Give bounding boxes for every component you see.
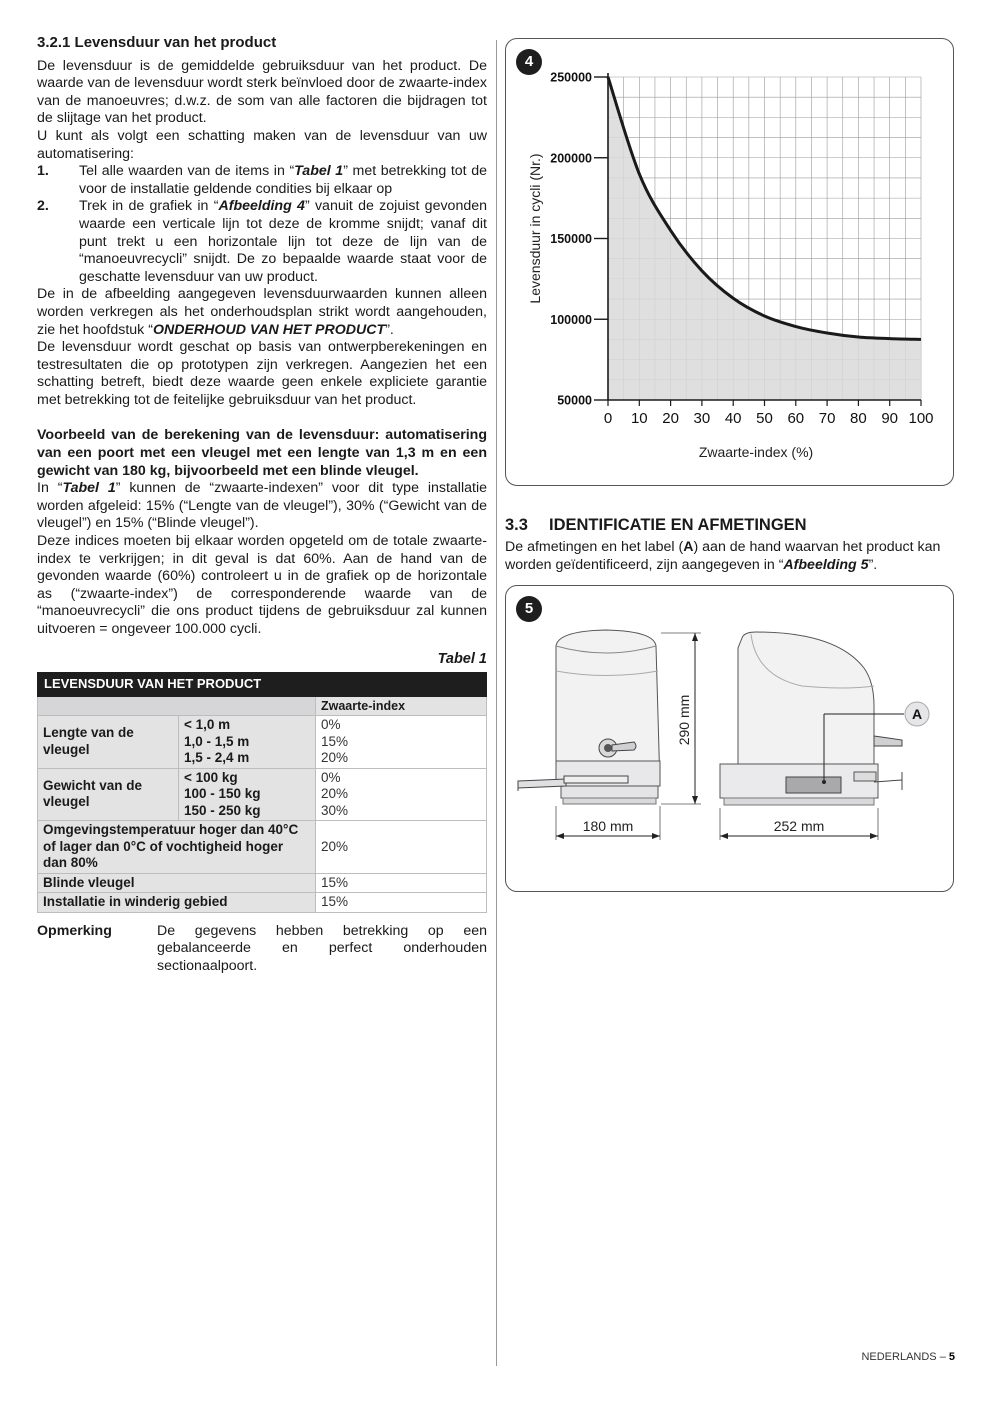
example-paragraph-1: In “Tabel 1” kunnen de “zwaarte-indexen” voor dit type installatie worden afgeleid: 15% (“Lengte van de vleugel”), 30% (“Gewicht van de vleugel”) en 15% (“Blinde vleugel”). bbox=[37, 480, 487, 532]
row-values: 0% 15% 20% bbox=[316, 716, 487, 769]
height-dimension-label: 290 mm bbox=[676, 694, 692, 746]
figure-5-panel bbox=[505, 585, 954, 892]
table-header-blank bbox=[38, 696, 316, 716]
step-1 bbox=[37, 163, 487, 198]
row-label: Lengte van de vleugel bbox=[38, 716, 179, 769]
y-tick-label: 250000 bbox=[550, 70, 592, 85]
column-divider bbox=[496, 40, 497, 1366]
note-label: Opmerking bbox=[37, 922, 112, 939]
x-tick-label: 70 bbox=[818, 410, 836, 427]
step-number: 1. bbox=[37, 163, 49, 180]
figure-reference: Afbeelding 5 bbox=[783, 556, 869, 573]
chapter-reference: ONDERHOUD VAN HET PRODUCT bbox=[152, 321, 386, 338]
front-view bbox=[518, 630, 660, 804]
x-axis-label: Zwaarte-index (%) bbox=[698, 444, 814, 460]
dimensions-drawing bbox=[506, 586, 955, 891]
row-ranges: < 1,0 m 1,0 - 1,5 m 1,5 - 2,4 m bbox=[179, 716, 316, 769]
section-number: 3.3 bbox=[505, 516, 528, 534]
table-column-header: Zwaarte-index bbox=[316, 696, 487, 716]
y-axis-label: Levensduur in cycli (Nr.) bbox=[527, 153, 543, 304]
section-heading-3-2-1: 3.2.1 Levensduur van het product bbox=[37, 34, 277, 51]
x-tick-label: 20 bbox=[662, 410, 679, 427]
table-row bbox=[38, 873, 487, 893]
side-width-label: 252 mm bbox=[773, 818, 825, 835]
row-label: Gewicht van de vleugel bbox=[38, 768, 179, 821]
y-tick-label: 150000 bbox=[550, 232, 592, 246]
row-value: 15% bbox=[316, 893, 487, 913]
right-column bbox=[505, 38, 954, 892]
x-tick-label: 40 bbox=[724, 410, 742, 427]
row-label: Omgevingstemperatuur hoger dan 40°C of lager dan 0°C of vochtigheid hoger dan 80% bbox=[38, 821, 316, 874]
front-width-label: 180 mm bbox=[582, 818, 634, 835]
side-view bbox=[720, 632, 902, 805]
table-row bbox=[38, 716, 487, 769]
intro-paragraph: De levensduur is de gemiddelde gebruiksduur van het product. De waarde van de levensduur wordt sterk beïnvloed door de zwaarte-index van de manoeuvres; d.w.z. de som van alle factoren die bijdragen tot de slijtage van het product. bbox=[37, 57, 487, 127]
figure-4-panel bbox=[505, 38, 954, 486]
page-footer bbox=[861, 1351, 955, 1363]
label-a-callout: A bbox=[911, 706, 923, 723]
step-text: Trek in de grafiek in “Afbeelding 4” vanuit de zojuist gevonden waarde een verticale lijn tot deze de kromme snijdt; vanaf dit punt trekt u een horizontale lijn tot deze de lijn van de “manoeuvrecycli” snijdt. De zo bepaalde waarde staat voor de geschatte levensduur van uw product. bbox=[79, 198, 488, 285]
maintenance-paragraph: De in de afbeelding aangegeven levensduurwaarden kunnen alleen worden verkregen als het onderhoudsplan strikt wordt aangehouden, zie het hoofdstuk “ONDERHOUD VAN HET PRODUCT”. bbox=[37, 286, 487, 338]
example-heading: Voorbeeld van de berekening van de levensduur: automatisering van een poort met een vleugel met een lengte van 1,3 m en een gewicht van 180 kg, bijvoorbeeld met een blinde vleugel. bbox=[37, 427, 487, 479]
x-tick-label: 90 bbox=[881, 410, 899, 427]
x-tick-label: 10 bbox=[630, 410, 648, 427]
lifetime-chart bbox=[506, 39, 955, 485]
x-tick-label: 60 bbox=[787, 410, 805, 427]
left-column bbox=[37, 34, 487, 975]
lifetime-table bbox=[37, 672, 487, 913]
row-value: 20% bbox=[316, 821, 487, 874]
section-title: IDENTIFICATIE EN AFMETINGEN bbox=[549, 516, 807, 534]
note bbox=[37, 923, 487, 976]
y-tick-label: 50000 bbox=[557, 393, 592, 408]
x-tick-label: 50 bbox=[756, 410, 773, 427]
row-values: 0% 20% 30% bbox=[316, 768, 487, 821]
page-number: 5 bbox=[948, 1351, 955, 1363]
y-tick-label: 100000 bbox=[550, 312, 592, 327]
note-text: De gegevens hebben betrekking op een gebalanceerde en perfect onderhouden sectionaalpoort. bbox=[157, 922, 487, 974]
figure-badge: 4 bbox=[516, 49, 542, 75]
x-tick-label: 0 bbox=[603, 410, 613, 427]
table-caption: Tabel 1 bbox=[437, 650, 487, 667]
x-tick-label: 100 bbox=[908, 410, 934, 427]
table-reference: Tabel 1 bbox=[294, 163, 344, 180]
step-number: 2. bbox=[37, 198, 49, 215]
table-title: LEVENSDUUR VAN HET PRODUCT bbox=[38, 673, 487, 697]
section-3-3-paragraph: De afmetingen en het label (A) aan de hand waarvan het product kan worden geïdentificeerd, zijn aangegeven in “Afbeelding 5”. bbox=[505, 539, 941, 573]
footer-language: NEDERLANDS – bbox=[861, 1351, 946, 1363]
x-tick-label: 30 bbox=[693, 410, 711, 427]
row-ranges: < 100 kg 100 - 150 kg 150 - 250 kg bbox=[179, 768, 316, 821]
estimate-basis-paragraph: De levensduur wordt geschat op basis van ontwerpberekeningen en testresultaten die op prototypen zijn verkregen. Aangezien het een schatting betreft, biedt deze waarde geen enkele expliciete garantie met betrekking tot de feitelijke gebruiksduur van het product. bbox=[37, 339, 487, 408]
estimate-paragraph: U kunt als volgt een schatting maken van de levensduur van uw automatisering: bbox=[37, 127, 487, 162]
section-heading-3-3 bbox=[505, 516, 954, 535]
table-row bbox=[38, 821, 487, 874]
example-paragraph-2: Deze indices moeten bij elkaar worden opgeteld om de totale zwaarte-index te verkrijgen; in dit geval is dat 60%. Aan de hand van de gevonden waarde (60%) controleert u in de grafiek op de horizontale as (“zwaarte-index”) de corresponderende waarde van de “manoeuvrecycli” die ons product tijdens de gebruiksduur zal kunnen uitvoeren = ongeveer 100.000 cycli. bbox=[37, 533, 487, 637]
row-value: 15% bbox=[316, 873, 487, 893]
x-tick-label: 80 bbox=[850, 410, 867, 427]
step-2 bbox=[37, 198, 487, 286]
figure-badge: 5 bbox=[516, 596, 542, 622]
table-row bbox=[38, 893, 487, 913]
y-tick-label: 200000 bbox=[550, 151, 592, 166]
label-reference: A bbox=[683, 539, 694, 555]
figure-reference: Afbeelding 4 bbox=[218, 198, 305, 215]
table-reference: Tabel 1 bbox=[62, 480, 116, 497]
row-label: Blinde vleugel bbox=[38, 873, 316, 893]
table-row bbox=[38, 768, 487, 821]
row-label: Installatie in winderig gebied bbox=[38, 893, 316, 913]
step-text: Tel alle waarden van de items in “Tabel 1” met betrekking tot de voor de installatie geldende condities bij elkaar op bbox=[79, 163, 487, 197]
